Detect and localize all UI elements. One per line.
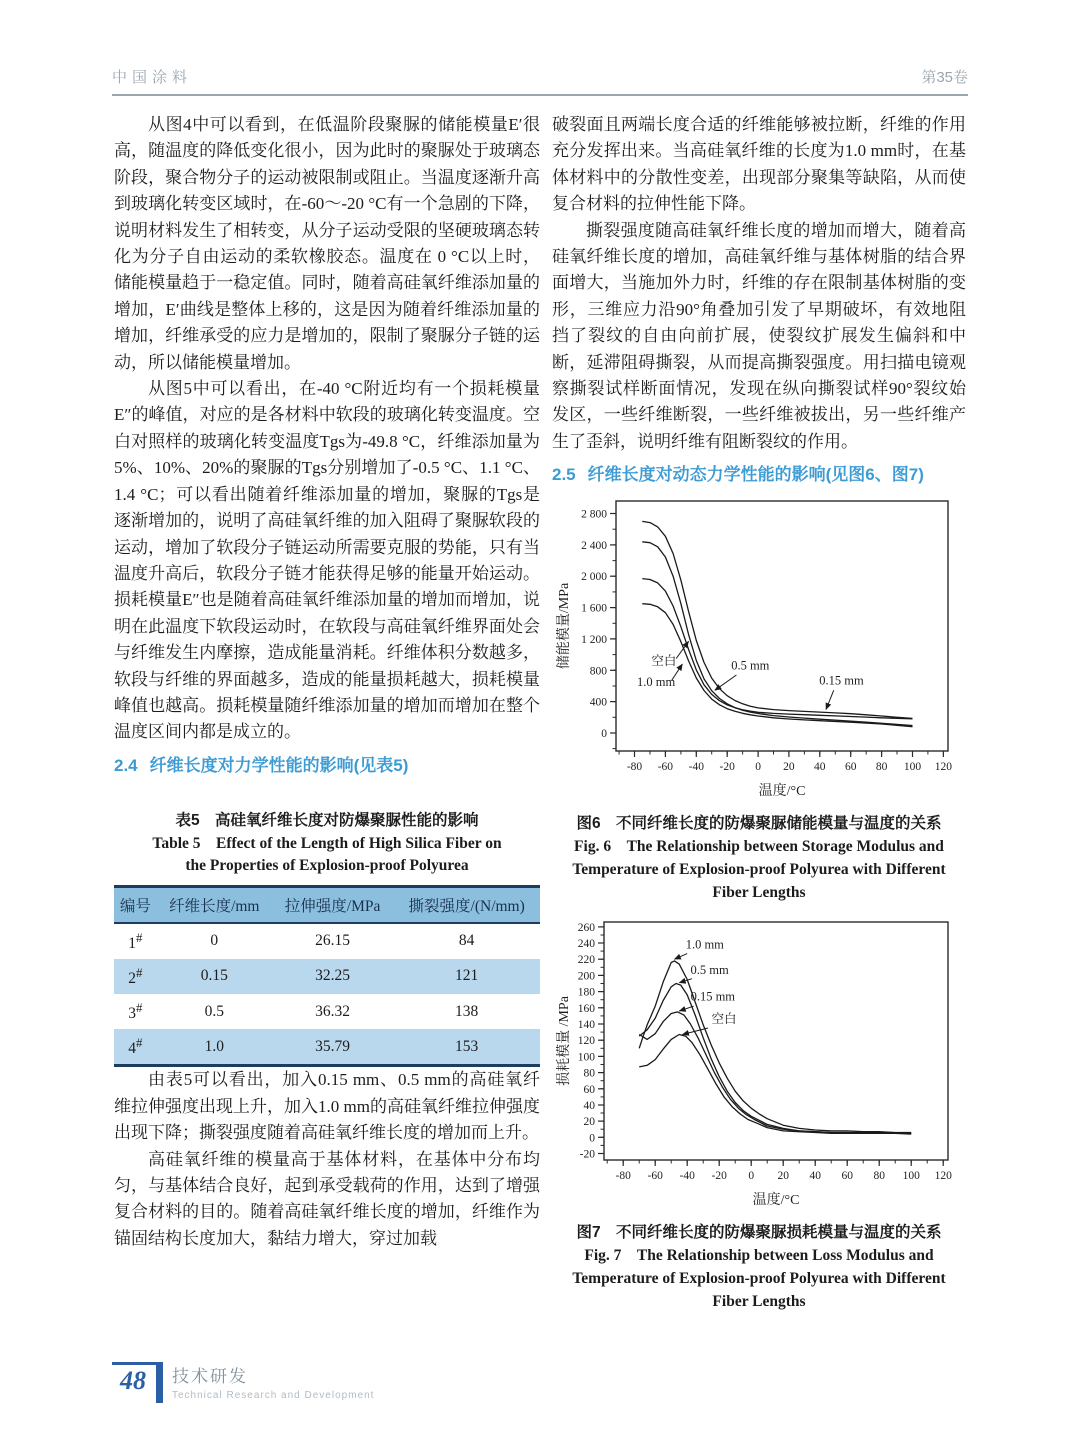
figure7 (552, 914, 966, 1313)
svg-text:2 800: 2 800 (581, 508, 607, 521)
section-title: 纤维长度对力学性能的影响(见表5) (149, 755, 409, 775)
svg-text:220: 220 (577, 954, 595, 967)
table-cell: 0.15 (200, 967, 228, 985)
svg-text:0: 0 (589, 1132, 595, 1145)
page-number: 48 (120, 1366, 146, 1395)
svg-text:0.5 mm: 0.5 mm (731, 658, 770, 673)
section-number: 2.5 (552, 465, 576, 485)
svg-text:60: 60 (844, 761, 857, 774)
section-heading-2-4 (114, 751, 540, 776)
table-cell: 1.0 (204, 1037, 224, 1055)
paragraph: 撕裂强度随高硅氧纤维长度的增加而增大，随着高硅氧纤维长度的增加，高硅氧纤维与基体树脂的结合界面增大，当施加外力时，纤维的存在限制基体树脂的变形，三维应力沿90°角叠加引发了早期破坏，有效地阻挡了裂纹的自由向前扩展，使裂纹扩展发生偏斜和中断，延滞阻碍撕裂，从而提高撕裂强度。用扫描电镜观察撕裂试样断面情况，发现在纵向撕裂试样90°裂纹始发区，一些纤维断裂，一些纤维被拔出，另一些纤维产生了歪斜，说明纤维有阻断裂纹的作用。 (552, 220, 966, 451)
svg-text:-20: -20 (719, 761, 735, 774)
paragraph: 高硅氧纤维的模量高于基体材料，在基体中分布均匀，与基体结合良好，起到承受载荷的作用，达到了增强复合材料的目的。随着高硅氧纤维长度的增加，纤维作为锚固结构长度加大，黏结力增大，穿过加载 (114, 1149, 540, 1248)
left-column (114, 112, 540, 1252)
svg-text:-80: -80 (626, 761, 643, 774)
footer-section-en: Technical Research and Development (172, 1390, 375, 1401)
table-row (114, 923, 540, 959)
storage-modulus-chart (552, 491, 962, 803)
table-cell: 0.5 (204, 1002, 224, 1020)
svg-text:20: 20 (777, 1170, 789, 1183)
table-cell: 4# (128, 1035, 143, 1058)
svg-text:0: 0 (755, 761, 761, 774)
svg-text:1.0 mm: 1.0 mm (636, 675, 676, 690)
page-number-box (112, 1362, 156, 1396)
svg-text:120: 120 (577, 1035, 595, 1048)
table-cell: 84 (458, 932, 475, 950)
svg-text:0: 0 (601, 728, 607, 741)
svg-text:-20: -20 (579, 1148, 595, 1161)
svg-text:20: 20 (583, 1116, 595, 1129)
svg-text:-60: -60 (647, 1170, 663, 1183)
svg-text:140: 140 (577, 1019, 595, 1032)
table-header-row (114, 886, 540, 923)
right-column (552, 112, 966, 1323)
svg-text:80: 80 (875, 761, 888, 774)
table5-title-en: Table 5 Effect of the Length of High Silica Fiber on the Properties of Explosion-proof Polyurea (152, 834, 502, 874)
volume-label: 第35卷 (921, 69, 968, 86)
col-header: 编号 (114, 886, 157, 923)
section-heading-2-5 (552, 460, 966, 485)
table5 (114, 885, 540, 1068)
section-title: 纤维长度对动态力学性能的影响(见图6、图7) (587, 465, 924, 485)
col-header: 撕裂强度/(N/mm) (393, 886, 540, 923)
svg-text:0.15 mm: 0.15 mm (819, 673, 864, 688)
svg-text:1 600: 1 600 (581, 602, 607, 615)
svg-text:温度/°C: 温度/°C (752, 1193, 800, 1209)
col-header: 拉伸强度/MPa (272, 886, 393, 923)
table-row (114, 959, 540, 994)
svg-text:120: 120 (934, 761, 953, 774)
svg-text:-40: -40 (679, 1170, 695, 1183)
table5-block (114, 808, 540, 1068)
svg-text:100: 100 (577, 1051, 595, 1064)
paragraph: 破裂面且两端长度合适的纤维能够被拉断，纤维的作用充分发挥出来。当高硅氧纤维的长度为1.0 mm时，在基体材料中的分散性变差，出现部分聚集等缺陷，从而使复合材料的拉伸性能下降。 (552, 115, 966, 214)
paragraph: 由表5可以看出，加入0.15 mm、0.5 mm的高硅氧纤维拉伸强度出现上升，加入1.0 mm的高硅氧纤维拉伸强度出现下降；撕裂强度随着高硅氧纤维长度的增加而上升。 (114, 1070, 540, 1143)
svg-text:160: 160 (577, 1003, 595, 1016)
table-cell: 26.15 (315, 932, 351, 950)
table-body (114, 923, 540, 1066)
paragraph: 从图4中可以看到，在低温阶段聚脲的储能模量E′很高，随温度的降低变化很小，因为此时的聚脲处于玻璃态阶段，聚合物分子的运动被限制或阻止。当温度逐渐升高到玻璃化转变区域时，在-60～-20 °C有一个急剧的下降，说明材料发生了相转变，从分子运动受限的坚硬玻璃态转化为分子自由运动的柔软橡胶态。温度在 0 °C以上时，储能模量趋于一稳定值。同时，随着高硅氧纤维添加量的增加，E′曲线是整体上移的，这是因为随着纤维添加量的增加，纤维承受的应力是增加的，限制了聚脲分子链的运动，所以储能模量增加。 (114, 115, 540, 372)
table-cell: 3# (128, 1000, 143, 1023)
svg-text:800: 800 (589, 665, 607, 678)
svg-text:-60: -60 (657, 761, 674, 774)
svg-text:空白: 空白 (711, 1012, 737, 1027)
svg-text:80: 80 (873, 1170, 885, 1183)
journal-title: 中国涂料 (112, 69, 193, 86)
svg-text:1 200: 1 200 (581, 634, 607, 647)
paragraph: 从图5中可以看出，在-40 °C附近均有一个损耗模量E″的峰值，对应的是各材料中软段的玻璃化转变温度。空白对照样的玻璃化转变温度Tgs为-49.8 °C，纤维添加量为5%、10%、20%的聚脲的Tgs分别增加了-0.5 °C、1.1 °C、1.4 °C；可以看出随着纤维添加量的增加，聚脲的Tgs是逐渐增加的，说明了高硅氧纤维的加入阻碍了聚脲软段的运动，增加了软段分子链运动所需要克服的势能，只有当温度升高后，软段分子链才能获得足够的能量开始运动。损耗模量E″也是随着高硅氧纤维添加量的增加而增加，说明在此温度下软段运动时，在软段与高硅氧纤维界面处会与纤维发生内摩擦，造成能量消耗。纤维体积分数越多，软段与纤维的界面越多，造成的能量损耗越大，损耗模量峰值也越高。损耗模量随纤维添加量的增加而增加在整个温度区间内都是成立的。 (114, 379, 540, 742)
svg-text:0.15 mm: 0.15 mm (690, 989, 736, 1004)
table5-title-zh: 表5 高硅氧纤维长度对防爆聚脲性能的影响 (175, 811, 479, 829)
svg-text:-40: -40 (688, 761, 704, 774)
svg-text:温度/°C: 温度/°C (758, 784, 806, 800)
svg-text:2 000: 2 000 (581, 571, 607, 584)
table-cell: 2# (128, 964, 143, 988)
svg-text:120: 120 (934, 1170, 952, 1183)
svg-text:空白: 空白 (651, 654, 677, 669)
svg-text:200: 200 (577, 970, 595, 983)
svg-text:100: 100 (903, 761, 922, 774)
svg-text:2 400: 2 400 (581, 540, 607, 553)
table-cell: 35.79 (315, 1037, 351, 1055)
section-number: 2.4 (114, 755, 138, 775)
svg-text:60: 60 (841, 1170, 853, 1183)
figure6 (552, 491, 966, 904)
svg-text:-20: -20 (711, 1170, 727, 1183)
svg-text:储能模量/MPa: 储能模量/MPa (557, 583, 572, 670)
footer-section (172, 1362, 374, 1401)
svg-text:100: 100 (902, 1170, 920, 1183)
table-cell: 0 (210, 932, 219, 950)
table-cell: 138 (455, 1002, 479, 1020)
svg-text:0: 0 (748, 1170, 755, 1183)
table-cell: 153 (455, 1037, 479, 1055)
svg-text:0.5 mm: 0.5 mm (690, 963, 729, 978)
svg-text:260: 260 (577, 922, 595, 935)
svg-text:-80: -80 (615, 1170, 631, 1183)
page-header (112, 66, 968, 96)
svg-text:1.0 mm: 1.0 mm (685, 937, 724, 952)
svg-text:损耗模量 /MPa: 损耗模量 /MPa (557, 996, 572, 1087)
table-cell: 32.25 (315, 967, 351, 985)
svg-text:180: 180 (577, 986, 595, 999)
fig6-caption-zh: 图6 不同纤维长度的防爆聚脲储能模量与温度的关系 (576, 815, 942, 833)
svg-text:240: 240 (577, 938, 595, 951)
svg-text:60: 60 (583, 1084, 595, 1097)
svg-text:20: 20 (783, 761, 795, 774)
col-header: 纤维长度/mm (157, 886, 272, 923)
fig7-caption-zh: 图7 不同纤维长度的防爆聚脲损耗模量与温度的关系 (576, 1224, 942, 1242)
svg-text:40: 40 (809, 1170, 821, 1183)
svg-text:400: 400 (589, 696, 607, 709)
table-cell: 36.32 (315, 1002, 351, 1020)
footer-divider-bar (156, 1362, 163, 1403)
svg-text:40: 40 (583, 1100, 595, 1113)
fig7-caption-en: Fig. 7 The Relationship between Loss Modulus and Temperature of Explosion-proof Polyurea with Different Fiber Lengths (572, 1247, 946, 1311)
table-cell: 1# (128, 929, 143, 952)
svg-text:80: 80 (583, 1067, 595, 1080)
page-footer (112, 1362, 374, 1403)
svg-text:40: 40 (814, 761, 826, 774)
loss-modulus-chart (552, 914, 962, 1212)
table-cell: 121 (455, 967, 479, 985)
table-row (114, 994, 540, 1029)
footer-section-zh: 技术研发 (172, 1367, 248, 1386)
fig6-caption-en: Fig. 6 The Relationship between Storage Modulus and Temperature of Explosion-proof Polyurea with Different Fiber Lengths (572, 838, 946, 902)
table-row (114, 1029, 540, 1066)
